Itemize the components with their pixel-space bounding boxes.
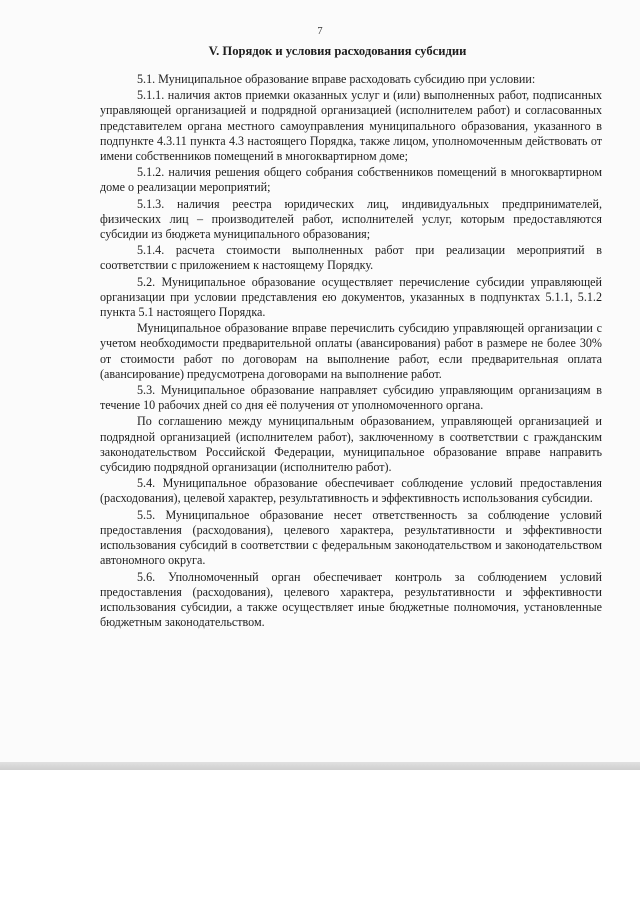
paragraph-5-3-agreement: По соглашению между муниципальным образованием, управляющей организацией и подрядной организацией (исполнителем работ), заключенному в соответствии с гражданским законодательством Российской Федерации, муниципальное образование вправе направить субсидию подрядной организации (исполнителю работ). <box>100 414 602 475</box>
page-edge <box>0 762 640 770</box>
page-number: 7 <box>317 26 323 37</box>
paragraph-5-2-advance: Муниципальное образование вправе перечислить субсидию управляющей организации с учетом необходимости предварительной оплаты (авансирования) работ в размере не более 30% от стоимости работ по договорам на выполнение работ, если предварительная оплата (авансирование) предусмотрена договорами на выполнение работ. <box>100 321 602 381</box>
paragraph-5-4: 5.4. Муниципальное образование обеспечивает соблюдение условий предоставления (расходования), целевой характер, результативность и эффективность использования субсидии. <box>100 476 602 506</box>
paragraph-5-1-1: 5.1.1. наличия актов приемки оказанных услуг и (или) выполненных работ, подписанных управляющей организацией и подрядной организацией (исполнителем работ) и согласованных представителем органа местного самоуправления муниципального образования, указанного в подпункте 4.3.11 пункта 4.3 настоящего Порядка, также лицом, уполномоченным действовать от имени собственников помещений в многоквартирном доме; <box>100 88 602 164</box>
paragraph-5-1: 5.1. Муниципальное образование вправе расходовать субсидию при условии: <box>137 72 536 86</box>
paragraph-5-6: 5.6. Уполномоченный орган обеспечивает контроль за соблюдением условий предоставления (расходования), целевого характера, результативности и эффективности использования субсидии, а также осуществляет иные бюджетные полномочия, установленные бюджетным законодательством. <box>100 569 602 630</box>
paragraph-5-3: 5.3. Муниципальное образование направляет субсидию управляющим организациям в течение 10 рабочих дней со дня её получения от уполномоченного органа. <box>100 383 602 413</box>
paragraph-5-5: 5.5. Муниципальное образование несет ответственность за соблюдение условий предоставления (расходования), целевого характера, результативности и эффективности использования субсидий в соответствии с федеральным законодательством и законодательством автономного округа. <box>100 507 602 568</box>
paragraph-5-1-2: 5.1.2. наличия решения общего собрания собственников помещений в многоквартирном доме о реализации мероприятий; <box>100 165 602 195</box>
section-heading: V. Порядок и условия расходования субсидии <box>208 44 467 58</box>
paragraph-5-1-4: 5.1.4. расчета стоимости выполненных работ при реализации мероприятий в соответствии с приложением к настоящему Порядку. <box>100 243 602 273</box>
paragraph-5-2: 5.2. Муниципальное образование осуществляет перечисление субсидии управляющей организации при условии представления ею документов, указанных в подпунктах 5.1.1, 5.1.2 пункта 5.1 настоящего Порядка. <box>100 274 602 320</box>
section-body <box>100 72 602 630</box>
paragraph-5-1-3: 5.1.3. наличия реестра юридических лиц, индивидуальных предпринимателей, физических лиц – производителей работ, исполнителей услуг, которым предоставляются субсидии из бюджета муниципального образования; <box>100 196 602 242</box>
